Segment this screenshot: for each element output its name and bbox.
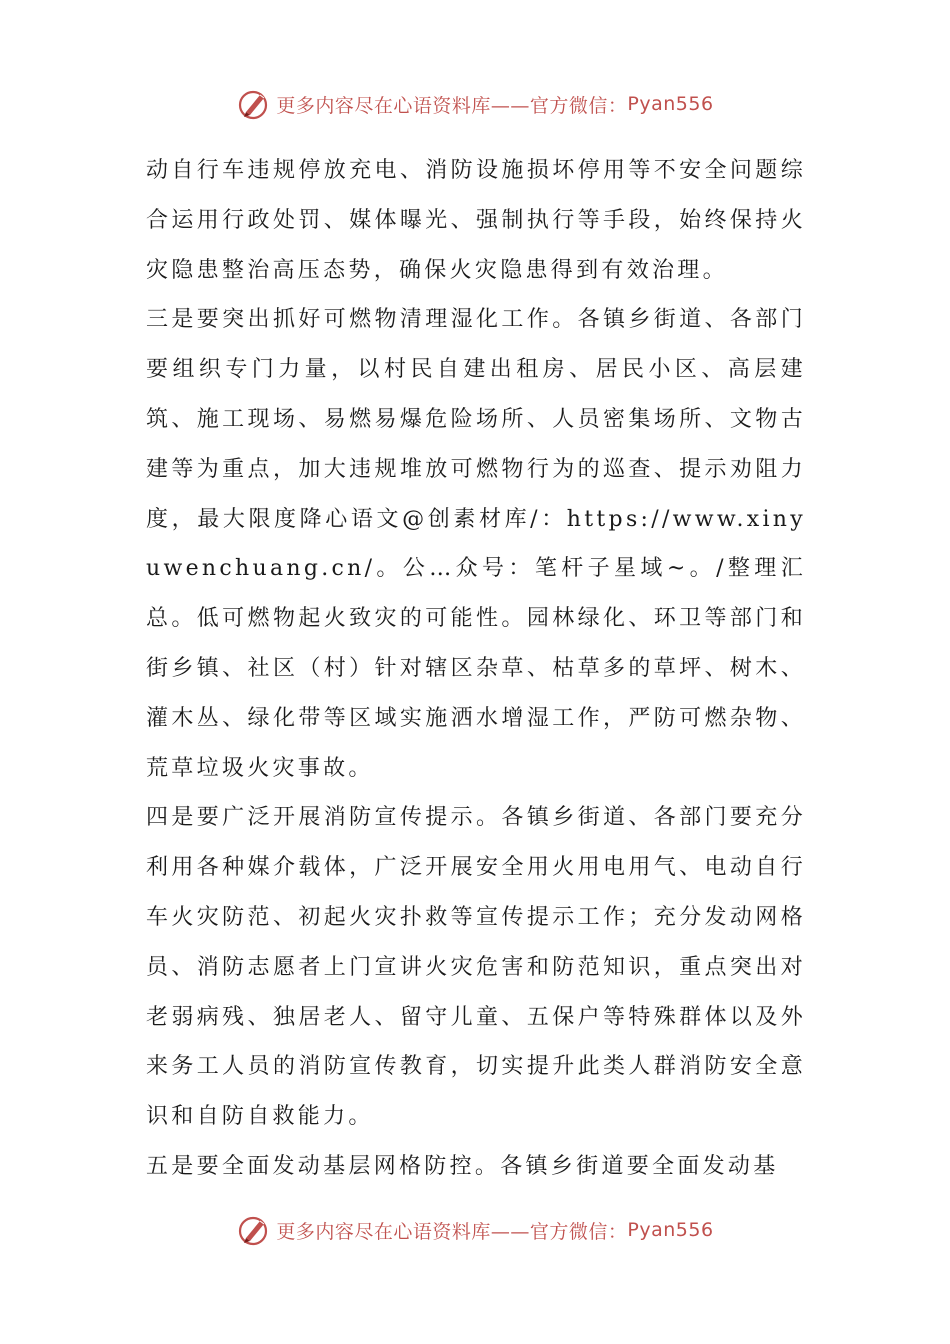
pen-nib-logo-icon [236, 86, 272, 122]
paragraph-4: 五是要全面发动基层网格防控。各镇乡街道要全面发动基 [146, 1153, 779, 1179]
paragraph-2: 三是要突出抓好可燃物清理湿化工作。各镇乡街道、各部门要组织专门力量，以村民自建出租房、居民小区、高层建筑、施工现场、易燃易爆危险场所、人员密集场所、文物古建等为重点，加大违规堆放可燃物行为的巡查、提示劝阻力度，最大限度降心语文@创素材库/：https://www.xinyuwenchuang.cn/。公…众号：笔杆子星域~。/整理汇总。低可燃物起火致灾的可能性。园林绿化、环卫等部门和街乡镇、社区（村）针对辖区杂草、枯草多的草坪、树木、灌木丛、绿化带等区域实施洒水增湿工作，严防可燃杂物、荒草垃圾火灾事故。 [146, 307, 806, 781]
footer-banner-text: 更多内容尽在心语资料库——官方微信： [276, 1220, 628, 1243]
pen-nib-logo-icon [236, 1212, 272, 1248]
paragraph-3: 四是要广泛开展消防宣传提示。各镇乡街道、各部门要充分利用各种媒介载体，广泛开展安全用火用电用气、电动自行车火灾防范、初起火灾扑救等宣传提示工作；充分发动网格员、消防志愿者上门宣讲火灾危害和防范知识，重点突出对老弱病残、独居老人、留守儿童、五保户等特殊群体以及外来务工人员的消防宣传教育，切实提升此类人群消防安全意识和自防自救能力。 [146, 805, 806, 1130]
header-wechat-id: Pyan556 [627, 93, 714, 115]
document-body [146, 146, 806, 1192]
footer-banner [0, 1212, 950, 1248]
footer-wechat-id: Pyan556 [627, 1219, 714, 1241]
header-banner-text: 更多内容尽在心语资料库——官方微信： [276, 94, 628, 117]
header-banner [0, 86, 950, 122]
paragraph-1: 动自行车违规停放充电、消防设施损坏停用等不安全问题综合运用行政处罚、媒体曝光、强制执行等手段，始终保持火灾隐患整治高压态势，确保火灾隐患得到有效治理。 [146, 158, 806, 283]
